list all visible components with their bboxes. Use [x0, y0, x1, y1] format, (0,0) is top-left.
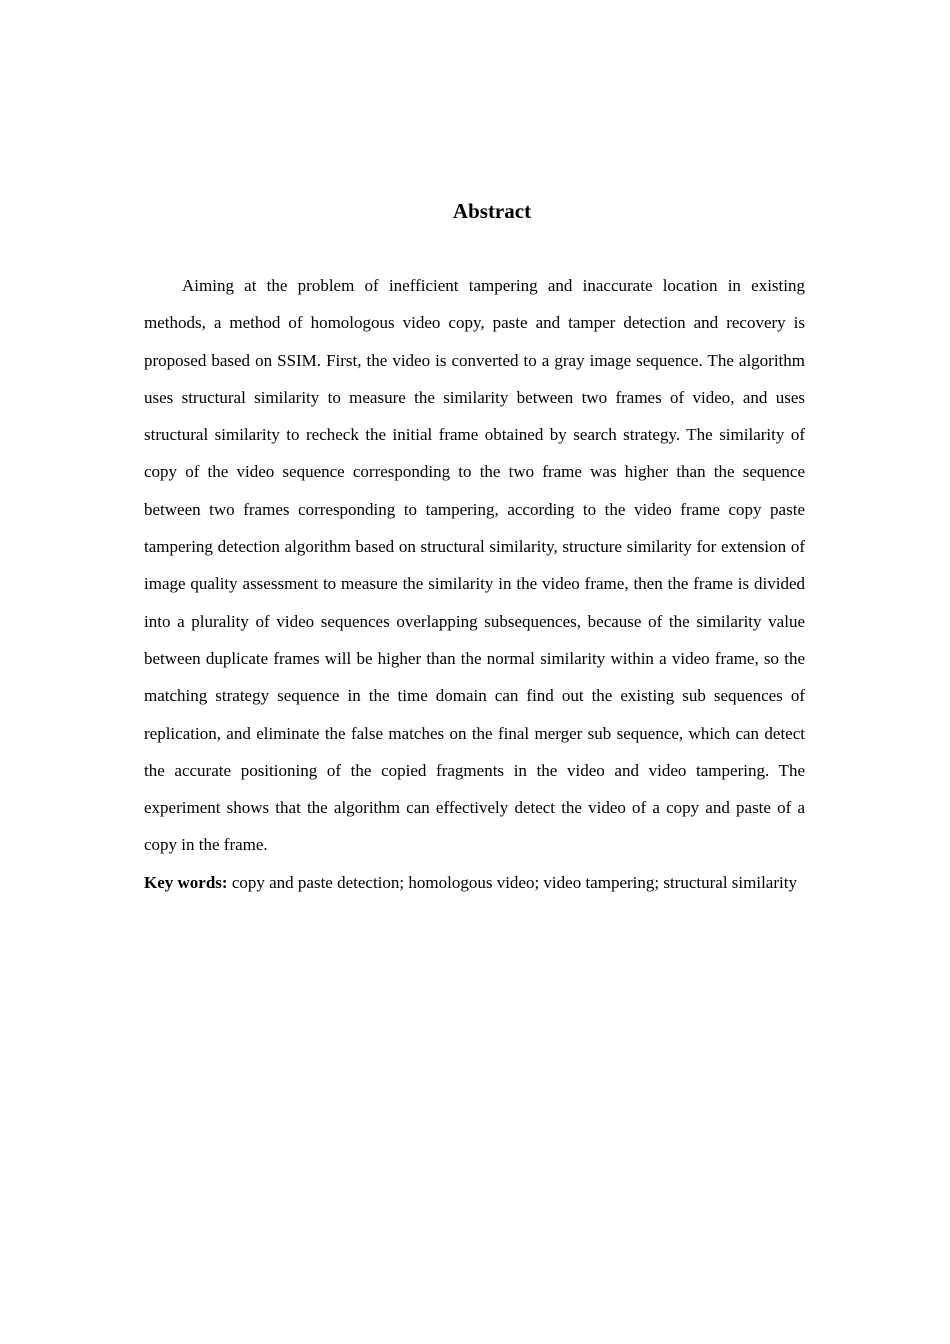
keywords-text: copy and paste detection; homologous video; video tampering; structural similarity — [227, 872, 797, 892]
abstract-title: Abstract — [452, 199, 532, 223]
keywords-line — [144, 864, 805, 901]
keywords-label: Key words: — [144, 872, 228, 892]
abstract-content — [144, 267, 805, 901]
abstract-body-paragraph: Aiming at the problem of inefficient tampering and inaccurate location in existing methods, a method of homologous video copy, paste and tamper detection and recovery is proposed based on SSIM. First, the video is converted to a gray image sequence. The algorithm uses structural similarity to measure the similarity between two frames of video, and uses structural similarity to recheck the initial frame obtained by search strategy. The similarity of copy of the video sequence corresponding to the two frame was higher than the sequence between two frames corresponding to tampering, according to the video frame copy paste tampering detection algorithm based on structural similarity, structure similarity for extension of image quality assessment to measure the similarity in the video frame, then the frame is divided into a plurality of video sequences overlapping subsequences, because of the similarity value between duplicate frames will be higher than the normal similarity within a video frame, so the matching strategy sequence in the time domain can find out the existing sub sequences of replication, and eliminate the false matches on the final merger sub sequence, which can detect the accurate positioning of the copied fragments in the video and video tampering. The experiment shows that the algorithm can effectively detect the video of a copy and paste of a copy in the frame. — [144, 276, 805, 855]
